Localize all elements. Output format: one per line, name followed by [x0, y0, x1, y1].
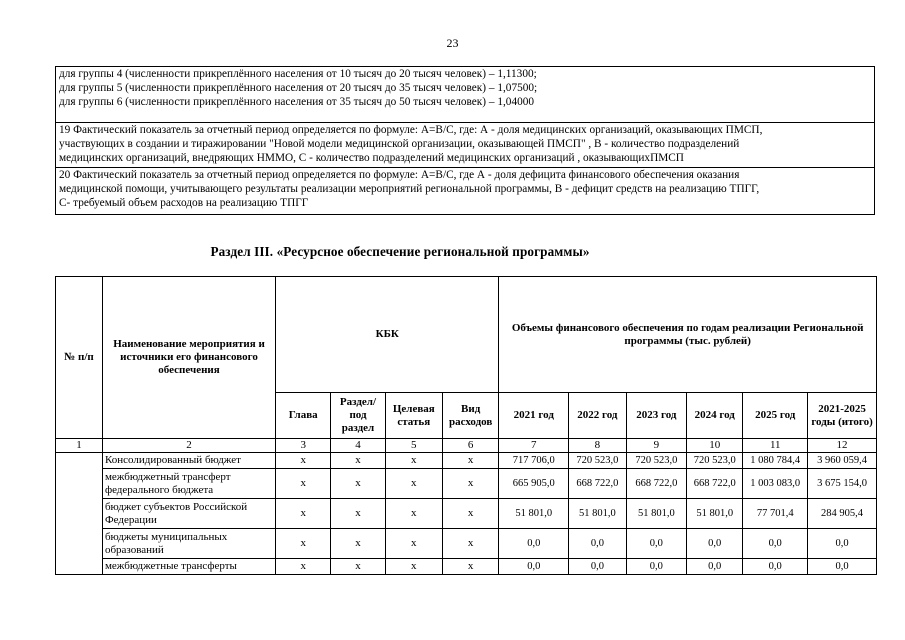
note-line: 20 Фактический показатель за отчетный период определяется по формуле: А=В/С, где А - доля дефицита финансового обеспечения оказания: [59, 169, 740, 181]
column-number: 1: [56, 439, 103, 453]
kbk-cell: x: [442, 529, 498, 559]
value-total: 3 675 154,0: [808, 469, 877, 499]
value-2023: 668 722,0: [626, 469, 687, 499]
header-vid: Вид расходов: [442, 393, 498, 439]
value-2024: 0,0: [687, 529, 743, 559]
kbk-cell: x: [442, 499, 498, 529]
note-line: для группы 6 (численности прикреплённого населения от 35 тысяч до 50 тысяч человек) – 1,04000: [59, 96, 535, 108]
section-title: Раздел III. «Ресурсное обеспечение региональной программы»: [210, 244, 590, 259]
note-line: медицинских организаций, внедряющих НММО, С - количество подразделений медицинских организаций , оказывающихПМСП: [59, 152, 684, 164]
value-2022: 0,0: [569, 559, 626, 575]
value-2022: 51 801,0: [569, 499, 626, 529]
source-name: бюджет субъектов Российской Федерации: [102, 499, 275, 529]
value-2025: 0,0: [743, 529, 808, 559]
kbk-cell: x: [331, 469, 385, 499]
kbk-cell: x: [442, 453, 498, 469]
note-line: медицинской помощи, учитывающего результаты реализации мероприятий региональной программы, В - дефицит средств на реализацию ТПГГ,: [59, 183, 760, 195]
header-total: 2021-2025 годы (итого): [808, 393, 877, 439]
value-2022: 720 523,0: [569, 453, 626, 469]
note-cell-groups: [56, 67, 875, 123]
source-name: межбюджетный трансферт федерального бюджета: [102, 469, 275, 499]
source-name: Консолидированный бюджет: [102, 453, 275, 469]
kbk-cell: x: [385, 499, 442, 529]
kbk-cell: x: [276, 469, 331, 499]
kbk-cell: x: [331, 453, 385, 469]
column-number: 4: [331, 439, 385, 453]
note-line: для группы 4 (численности прикреплённого населения от 10 тысяч до 20 тысяч человек) – 1,11300;: [59, 68, 537, 80]
value-2023: 0,0: [626, 559, 687, 575]
header-year-2022: 2022 год: [569, 393, 626, 439]
kbk-cell: x: [385, 529, 442, 559]
note-line: 19 Фактический показатель за отчетный период определяется по формуле: А=В/С, где: А - доля медицинских организаций, оказывающих ПМСП,: [59, 124, 763, 136]
page-number: 23: [446, 36, 459, 50]
row-number-cell: [56, 453, 103, 575]
value-2021: 0,0: [499, 529, 569, 559]
value-total: 3 960 059,4: [808, 453, 877, 469]
value-2024: 0,0: [687, 559, 743, 575]
column-number: 8: [569, 439, 626, 453]
value-2025: 1 003 083,0: [743, 469, 808, 499]
column-number-row: [56, 439, 877, 453]
header-year-2025: 2025 год: [743, 393, 808, 439]
kbk-cell: x: [331, 499, 385, 529]
table-row: [56, 499, 877, 529]
table-row: [56, 453, 877, 469]
table-row: [56, 559, 877, 575]
value-2025: 77 701,4: [743, 499, 808, 529]
kbk-cell: x: [442, 559, 498, 575]
note-cell-20: [56, 168, 875, 215]
header-number: № п/п: [56, 277, 103, 439]
value-2024: 51 801,0: [687, 499, 743, 529]
value-total: 284 905,4: [808, 499, 877, 529]
column-number: 7: [499, 439, 569, 453]
table-row: [56, 469, 877, 499]
header-name: Наименование мероприятия и источники его финансового обеспечения: [102, 277, 275, 439]
column-number: 11: [743, 439, 808, 453]
kbk-cell: x: [442, 469, 498, 499]
value-2023: 51 801,0: [626, 499, 687, 529]
kbk-cell: x: [331, 559, 385, 575]
note-line: участвующих в создании и тиражировании "Новой модели медицинской организации, оказывающей ПМСП" , В - количество подразделений: [59, 138, 740, 150]
table-row: [56, 529, 877, 559]
value-2021: 717 706,0: [499, 453, 569, 469]
header-razdel: Раздел/под раздел: [331, 393, 385, 439]
resource-table: [55, 276, 877, 575]
kbk-cell: x: [385, 453, 442, 469]
kbk-cell: x: [331, 529, 385, 559]
value-2022: 668 722,0: [569, 469, 626, 499]
column-number: 5: [385, 439, 442, 453]
note-line: С- требуемый объем расходов на реализацию ТПГГ: [59, 197, 309, 209]
value-2025: 1 080 784,4: [743, 453, 808, 469]
value-total: 0,0: [808, 529, 877, 559]
column-number: 9: [626, 439, 687, 453]
header-year-2021: 2021 год: [499, 393, 569, 439]
header-year-2024: 2024 год: [687, 393, 743, 439]
kbk-cell: x: [385, 559, 442, 575]
value-2024: 720 523,0: [687, 453, 743, 469]
value-2022: 0,0: [569, 529, 626, 559]
kbk-cell: x: [276, 499, 331, 529]
kbk-cell: x: [276, 529, 331, 559]
kbk-cell: x: [276, 453, 331, 469]
source-name: межбюджетные трансферты: [102, 559, 275, 575]
source-name: бюджеты муниципальных образований: [102, 529, 275, 559]
kbk-cell: x: [385, 469, 442, 499]
header-kbk: КБК: [276, 277, 499, 393]
column-number: 6: [442, 439, 498, 453]
note-cell-19: [56, 123, 875, 168]
value-total: 0,0: [808, 559, 877, 575]
column-number: 12: [808, 439, 877, 453]
value-2021: 665 905,0: [499, 469, 569, 499]
header-celevaya: Целевая статья: [385, 393, 442, 439]
column-number: 2: [102, 439, 275, 453]
note-line: для группы 5 (численности прикреплённого населения от 20 тысяч до 35 тысяч человек) – 1,07500;: [59, 82, 538, 94]
value-2024: 668 722,0: [687, 469, 743, 499]
notes-table: [55, 66, 875, 215]
value-2021: 51 801,0: [499, 499, 569, 529]
header-glava: Глава: [276, 393, 331, 439]
column-number: 10: [687, 439, 743, 453]
kbk-cell: x: [276, 559, 331, 575]
column-number: 3: [276, 439, 331, 453]
header-volumes: Объемы финансового обеспечения по годам реализации Региональной программы (тыс. рублей): [499, 277, 877, 393]
header-year-2023: 2023 год: [626, 393, 687, 439]
value-2025: 0,0: [743, 559, 808, 575]
value-2023: 720 523,0: [626, 453, 687, 469]
value-2021: 0,0: [499, 559, 569, 575]
value-2023: 0,0: [626, 529, 687, 559]
